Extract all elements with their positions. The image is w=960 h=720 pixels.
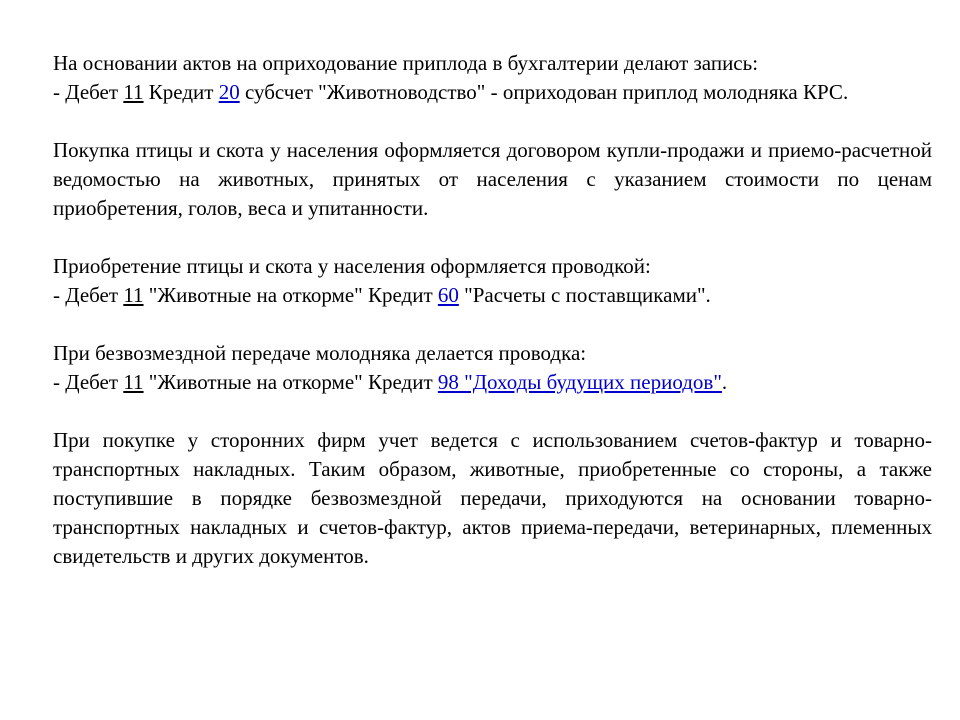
- account-98-link[interactable]: 98 "Доходы будущих периодов": [437, 370, 722, 394]
- account-20-link[interactable]: 20: [218, 80, 240, 104]
- paragraph-offspring-entry: [53, 49, 932, 107]
- account-11-link[interactable]: 11: [123, 80, 144, 104]
- posting-line: [53, 283, 711, 307]
- paragraph-intro-text: Приобретение птицы и скота у населения оформляется проводкой:: [53, 254, 651, 278]
- paragraph-purchase-from-population: Покупка птицы и скота у населения оформляется договором купли-продажи и приемо-расчетной ведомостью на животных, принятых от населения с указанием стоимости по ценам приобретения, голов, веса и упитанности.: [53, 138, 932, 220]
- paragraph-third-party-purchase: При покупке у сторонних фирм учет ведется с использованием счетов-фактур и товарно-транспортных накладных. Таким образом, животные, приобретенные со стороны, а также поступившие в порядке безвозмездной передачи, приходуются на основании товарно-транспортных накладных и счетов-фактур, актов приема-передачи, ветеринарных, племенных свидетельств и других документов.: [53, 428, 932, 568]
- posting-debit-label: - Дебет: [53, 283, 124, 307]
- paragraph-purchase-posting: [53, 252, 932, 310]
- posting-description: "Расчеты с поставщиками".: [458, 283, 711, 307]
- posting-debit-label: - Дебет: [53, 80, 124, 104]
- paragraph-free-transfer-posting: [53, 339, 932, 397]
- posting-line: [53, 80, 848, 104]
- account-11-link[interactable]: 11: [123, 370, 144, 394]
- account-11-link[interactable]: 11: [123, 283, 144, 307]
- posting-debit-label: - Дебет: [53, 370, 124, 394]
- posting-credit-label: Кредит: [143, 80, 219, 104]
- posting-credit-label: "Животные на откорме" Кредит: [143, 283, 438, 307]
- account-60-link[interactable]: 60: [437, 283, 459, 307]
- posting-description: .: [721, 370, 728, 394]
- posting-description: субсчет "Животноводство" - оприходован приплод молодняка КРС.: [239, 80, 849, 104]
- paragraph-intro-text: На основании актов на оприходование приплода в бухгалтерии делают запись:: [53, 51, 759, 75]
- paragraph-intro-text: При безвозмездной передаче молодняка делается проводка:: [53, 341, 587, 365]
- posting-line: [53, 370, 727, 394]
- posting-credit-label: "Животные на откорме" Кредит: [143, 370, 438, 394]
- document-body: [53, 49, 932, 571]
